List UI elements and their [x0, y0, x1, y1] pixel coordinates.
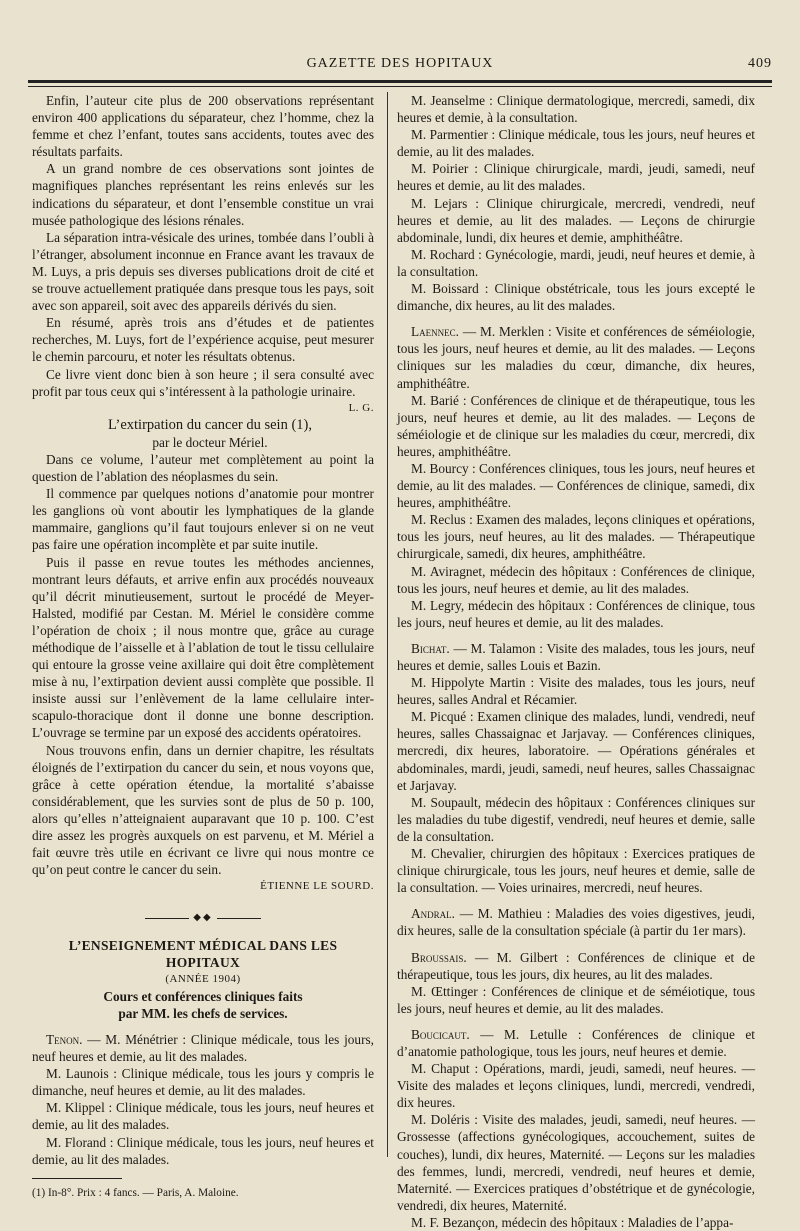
article-paragraph: Dans ce volume, l’auteur met complètement au point la question de l’ablation des néoplasmes du sein. — [32, 451, 374, 485]
ward-name-laennec: Laennec. — [411, 324, 459, 340]
bichat-entry: M. Chevalier, chirurgien des hôpitaux : Exercices pratiques de clinique chirurgicale, tous les jours, neuf heures et demie, salle de la consultation. — Voies urinaires, mercredi, neuf heures. — [397, 846, 755, 896]
review-paragraph: La séparation intra-vésicale des urines, tombée dans l’oubli à l’étranger, absolument inconnue en France avant les travaux de M. Luys, a pris depuis ses diverses publications droit de cité et se trouve actuellement pratiquée dans presque tous les pays, soit avec son appareil, soit avec des appareils dérivés du sien. — [32, 229, 374, 314]
bichat-entry: M. Hippolyte Martin : Visite des malades, tous les jours, neuf heures, salles Andral et Récamier. — [397, 675, 755, 708]
boucicaut-entry: M. F. Bezançon, médecin des hôpitaux : Maladies de l’appa- — [411, 1214, 734, 1230]
review-signature: L. G. — [348, 401, 374, 414]
broussais-entry: Broussais. — M. Gilbert : Conférences de clinique et de thérapeutique, tous les jours, dix heures, au lit des malades. — [397, 949, 755, 982]
review-paragraph: A un grand nombre de ces observations sont jointes de magnifiques planches représentant les reins enlevés sur les indications du séparateur, et dont l’ensemble constitue un vrai musée pathologique des lésions rénales. — [32, 161, 374, 228]
andral-entry: Andral. — M. Mathieu : Maladies des voies digestives, jeudi, dix heures, salle de la consultation spéciale (à partir du 1er mars). — [397, 906, 756, 939]
ward-name-broussais: Broussais. — [411, 949, 467, 965]
article-paragraph: Nous trouvons enfin, dans un dernier chapitre, les résultats éloignés de l’extirpation du cancer du sein, et nous voyons que, grâce à cette opération étendue, la mortalité s’abaisse considérablement, que les survies sont de plus de 50 p. 100, alors qu’elles n’atteignaient auparavant que 10 p. 100. C’est dire assez les progrès auxquels on est parvenu, et M. Mériel a fait œuvre très utile en écrivant ce livre qui nous montre ce qu’on peut contre le cancer du sein. — [32, 742, 374, 878]
laennec-entry: M. Barié : Conférences de clinique et de thérapeutique, tous les jours, neuf heures et demie, au lit des malades. — Leçons de séméiologie et de clinique sur les maladies du cœur, mercredi, dix heures, amphithéâtre. — [397, 392, 755, 459]
tenon-entry: M. Poirier : Clinique chirurgicale, mardi, jeudi, samedi, neuf heures et demie, au lit des malades. — [397, 161, 755, 194]
tenon-entry: M. Jeanselme : Clinique dermatologique, mercredi, samedi, dix heures et demie, à la consultation. — [397, 93, 755, 126]
article-paragraph: Il commence par quelques notions d’anatomie pour montrer les ganglions où vont aboutir les lymphatiques de la glande mammaire, ganglions qu’il faut toujours enlever si on ne veut pas faire une opération incomplète et par suite inutile. — [32, 486, 374, 553]
tenon-entry: M. Klippel : Clinique médicale, tous les jours, neuf heures et demie, au lit des malades. — [32, 1100, 374, 1133]
ward-name-andral: Andral. — [411, 906, 455, 922]
section-ornament: ◆◆ — [32, 909, 374, 926]
ward-name-boucicaut: Boucicaut. — [411, 1026, 470, 1042]
boucicaut-entry: M. Chaput : Opérations, mardi, jeudi, samedi, neuf heures. — Visite des malades et leçons cliniques, lundi, mercredi, vendredi, dix heures. — [397, 1061, 755, 1111]
laennec-entry: M. Reclus : Examen des malades, leçons cliniques et opérations, tous les jours, neuf heures, au lit des malades. — Thérapeutique chirurgicale, samedi, dix heures, amphithéâtre. — [397, 512, 755, 562]
boucicaut-entry: M. Doléris : Visite des malades, jeudi, samedi, neuf heures. — Grossesse (affections gynécologiques, accouchement, suites de couches), lundi, dix heures, Maternité. — Leçons sur les maladies des femmes, lundi, mercredi, vendredi, neuf heures et demie, Maternité. — Exercices pratiques d’obstétrique et de gynécologie, vendredi, dix heures, Maternité. — [397, 1112, 755, 1213]
article-title: L’extirpation du cancer du sein (1), — [107, 416, 312, 433]
tenon-entry: M. Launois : Clinique médicale, tous les jours y compris le dimanche, neuf heures et demie, au lit des malades. — [32, 1066, 374, 1099]
tenon-entry: M. Boissard : Clinique obstétricale, tous les jours excepté le dimanche, dix heures, au lit des malades. — [397, 281, 755, 314]
broussais-entry: M. Œttinger : Conférences de clinique et de séméiotique, tous les jours, neuf heures et demie, au lit des malades. — [397, 983, 755, 1016]
tenon-entry: M. Parmentier : Clinique médicale, tous les jours, neuf heures et demie, au lit des malades. — [397, 127, 755, 160]
boucicaut-entry: Boucicaut. — M. Letulle : Conférences de clinique et d’anatomie pathologique, tous les jours, neuf heures et demie. — [397, 1026, 755, 1059]
column-separator — [387, 92, 388, 1157]
review-paragraph: En résumé, après trois ans d’études et de patientes recherches, M. Luys, fort de l’expérience acquise, peut mesurer le chemin parcouru, et noter les résultats obtenus. — [32, 315, 374, 365]
laennec-entry: Laennec. — M. Merklen : Visite et conférences de séméiologie, tous les jours, neuf heures et demie, au lit des malades. — Leçons cliniques sur les maladies du cœur, dimanche, dix heures, amphithéâtre. — [397, 324, 755, 391]
bichat-entry: M. Picqué : Examen clinique des malades, lundi, vendredi, neuf heures, salles Chassaignac et Jarjavay. — Conférences cliniques, mercredi, dix heures, laboratoire. — Opérations générales et abdominales, mardi, jeudi, samedi, neuf heures, salles Chassaignac et Jarjavay. — [397, 709, 755, 793]
section-year: (ANNÉE 1904) — [165, 972, 241, 985]
tenon-entry: Tenon. — M. Ménétrier : Clinique médicale, tous les jours, neuf heures et demie, au lit des malades. — [32, 1031, 374, 1065]
journal-title: GAZETTE DES HOPITAUX — [306, 56, 494, 71]
article-author: par le docteur Mériel. — [152, 434, 268, 450]
bichat-entry: M. Soupault, médecin des hôpitaux : Conférences cliniques sur les maladies du tube digestif, vendredi, neuf heures et demie, salle de la consultation. — [397, 794, 755, 844]
footnote: (1) In-8°. Prix : 4 fancs. — Paris, A. Maloine. — [32, 1186, 239, 1199]
article-signature: ÉTIENNE LE SOURD. — [260, 880, 374, 893]
tenon-entry: M. Florand : Clinique médicale, tous les jours, neuf heures et demie, au lit des malades. — [32, 1134, 374, 1167]
review-paragraph: Ce livre vient donc bien à son heure ; il sera consulté avec profit par tous ceux qui s’intéressent à la pathologie urinaire. — [32, 366, 374, 399]
page-number: 409 — [748, 56, 772, 71]
tenon-entry: M. Lejars : Clinique chirurgicale, mercredi, vendredi, neuf heures et demie, au lit des malades. — Leçons de chirurgie abdominale, lundi, dix heures et demie, amphithéâtre. — [397, 195, 755, 245]
article-paragraph: Puis il passe en revue toutes les méthodes anciennes, montrant leurs défauts, et arrive enfin aux procédés nouveaux qu’il décrit minutieusement, surtout le procédé de Meyer-Halsted, modifié par Cestan. M. Mériel le considère comme l’opération de choix ; il nous montre que, grâce au curage méthodique de l’aisselle et à l’ablation de tout le tissu cellulaire qui entoure la grosse veine axillaire qui doit être complètement mise à nu, l’extirpation devient aussi complète que possible. Il insiste aussi sur l’enlèvement de la lame cellulaire inter-scapulo-thoracique dont il donne une bonne description. L’ouvrage se termine par un exposé des accidents opératoires. — [32, 554, 374, 741]
subsection-title-line1: Cours et conférences cliniques faits — [103, 988, 303, 1004]
footnote-rule — [32, 1178, 122, 1179]
page-header — [28, 56, 772, 78]
header-rule-thick — [28, 80, 772, 83]
laennec-entry: M. Aviragnet, médecin des hôpitaux : Conférences de clinique, tous les jours, neuf heures et demie, au lit des malades. — [397, 563, 755, 596]
subsection-title-line2: par MM. les chefs de services. — [118, 1005, 288, 1021]
section-headline: L’ENSEIGNEMENT MÉDICAL DANS LES HOPITAUX — [68, 937, 338, 970]
tenon-entry: M. Rochard : Gynécologie, mardi, jeudi, neuf heures et demie, à la consultation. — [397, 246, 755, 279]
ward-name-tenon: Tenon. — [46, 1031, 83, 1047]
right-column — [397, 92, 755, 1231]
laennec-entry: M. Legry, médecin des hôpitaux : Conférences de clinique, tous les jours, neuf heures et demie, au lit des malades. — [397, 597, 755, 630]
review-paragraph: Enfin, l’auteur cite plus de 200 observations représentant environ 400 applications du séparateur, chez l’homme, chez la femme et chez l’enfant, toutes sans accidents, toutes avec des résultats parfaits. — [32, 93, 374, 160]
header-rule-thin — [28, 86, 772, 87]
bichat-entry: Bichat. — M. Talamon : Visite des malades, tous les jours, neuf heures et demie, salles Louis et Bazin. — [397, 640, 755, 673]
ward-name-bichat: Bichat. — [411, 640, 450, 656]
laennec-entry: M. Bourcy : Conférences cliniques, tous les jours, neuf heures et demie, au lit des malades. — Conférences de clinique, samedi, dix heures, amphithéâtre. — [397, 460, 755, 511]
left-column — [32, 92, 374, 1202]
